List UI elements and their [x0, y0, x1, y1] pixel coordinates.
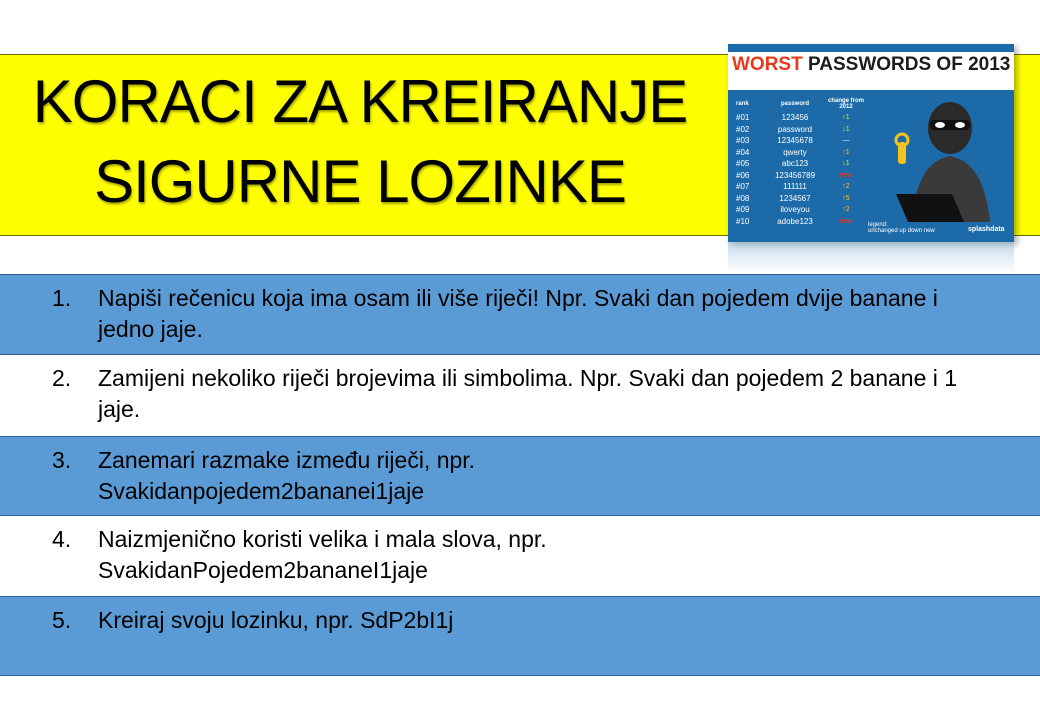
change: —	[842, 137, 850, 145]
password: qwerty	[783, 147, 807, 157]
step-number: 3.	[52, 447, 72, 473]
step-item-5	[0, 596, 1040, 676]
change: ↑2	[842, 206, 850, 214]
password: password	[777, 124, 813, 134]
step-text: Zanemari razmake između riječi, npr. Svakidanpojedem2bananei1jaje	[98, 447, 476, 504]
password: 12345678	[777, 136, 813, 146]
poster-row	[736, 158, 866, 170]
step-text: Naizmjenično koristi velika i mala slova, npr. SvakidanPojedem2bananeI1jaje	[98, 526, 547, 583]
change: ↑1	[842, 114, 850, 122]
rank: #08	[736, 193, 750, 203]
poster-row	[736, 181, 866, 193]
rank: #04	[736, 147, 750, 157]
legend-down: down	[907, 228, 923, 234]
step-item-3	[0, 436, 1040, 515]
step-number: 5.	[52, 607, 72, 633]
step-text: Napiši rečenicu koja ima osam ili više riječi! Npr. Svaki dan pojedem dvije banane i jedno jaje.	[98, 285, 938, 342]
col-change: change from 2012	[828, 98, 865, 110]
password: 123456	[781, 113, 809, 123]
rank: #06	[736, 170, 750, 180]
poster-row	[736, 170, 866, 182]
change: ↑1	[842, 148, 850, 156]
change: new	[839, 171, 853, 179]
poster-row	[736, 112, 866, 124]
rank: #10	[736, 216, 750, 226]
poster-row	[736, 124, 866, 136]
step-text: Kreiraj svoju lozinku, npr. SdP2bI1j	[98, 607, 454, 633]
splashdata-logo: splashdata	[968, 226, 1005, 233]
password: adobe123	[777, 216, 813, 226]
page-title	[0, 62, 720, 222]
poster-row	[736, 135, 866, 147]
title-line-1: KORACI ZA KREIRANJE	[32, 68, 688, 135]
step-text: Zamijeni nekoliko riječi brojevima ili simbolima. Npr. Svaki dan pojedem 2 banane i 1 jaje.	[98, 365, 958, 422]
poster-table	[736, 96, 866, 227]
change: ↓1	[842, 160, 850, 168]
change: ↑5	[842, 194, 850, 202]
col-rank: rank	[736, 101, 749, 107]
hacker-illustration	[876, 98, 1008, 222]
poster-row	[736, 193, 866, 205]
col-password: password	[780, 101, 809, 107]
change: ↑2	[842, 183, 850, 191]
rank: #02	[736, 124, 750, 134]
poster-legend	[868, 222, 935, 234]
poster-table-header	[736, 96, 866, 112]
rank: #05	[736, 159, 750, 169]
password: 123456789	[774, 170, 816, 180]
step-number: 2.	[52, 365, 72, 391]
password: iloveyou	[780, 205, 810, 215]
step-number: 4.	[52, 526, 72, 552]
poster-row	[736, 204, 866, 216]
rank: #03	[736, 136, 750, 146]
title-line-2: SIGURNE LOZINKE	[94, 148, 626, 215]
poster-row	[736, 147, 866, 159]
poster-row	[736, 216, 866, 228]
legend-label: legend:	[868, 222, 888, 228]
legend-up: up	[899, 228, 907, 234]
password: 111111	[783, 182, 807, 192]
step-number: 1.	[52, 285, 72, 311]
poster-reflection	[728, 242, 1014, 274]
poster-title-rest: PASSWORDS OF 2013	[808, 54, 1011, 75]
password: 1234567	[779, 193, 811, 203]
poster-title-worst: WORST	[732, 54, 803, 75]
step-item-2	[0, 354, 1040, 436]
step-item-4	[0, 515, 1040, 596]
rank: #07	[736, 182, 750, 192]
worst-passwords-poster	[728, 44, 1014, 242]
rank: #01	[736, 113, 750, 123]
change: ↓1	[842, 125, 850, 133]
step-item-1	[0, 274, 1040, 354]
list-bottom-border	[0, 675, 1040, 676]
rank: #09	[736, 205, 750, 215]
password: abc123	[781, 159, 809, 169]
legend-unchanged: unchanged	[868, 228, 898, 234]
legend-new: new	[923, 228, 935, 234]
change: new	[839, 217, 853, 225]
